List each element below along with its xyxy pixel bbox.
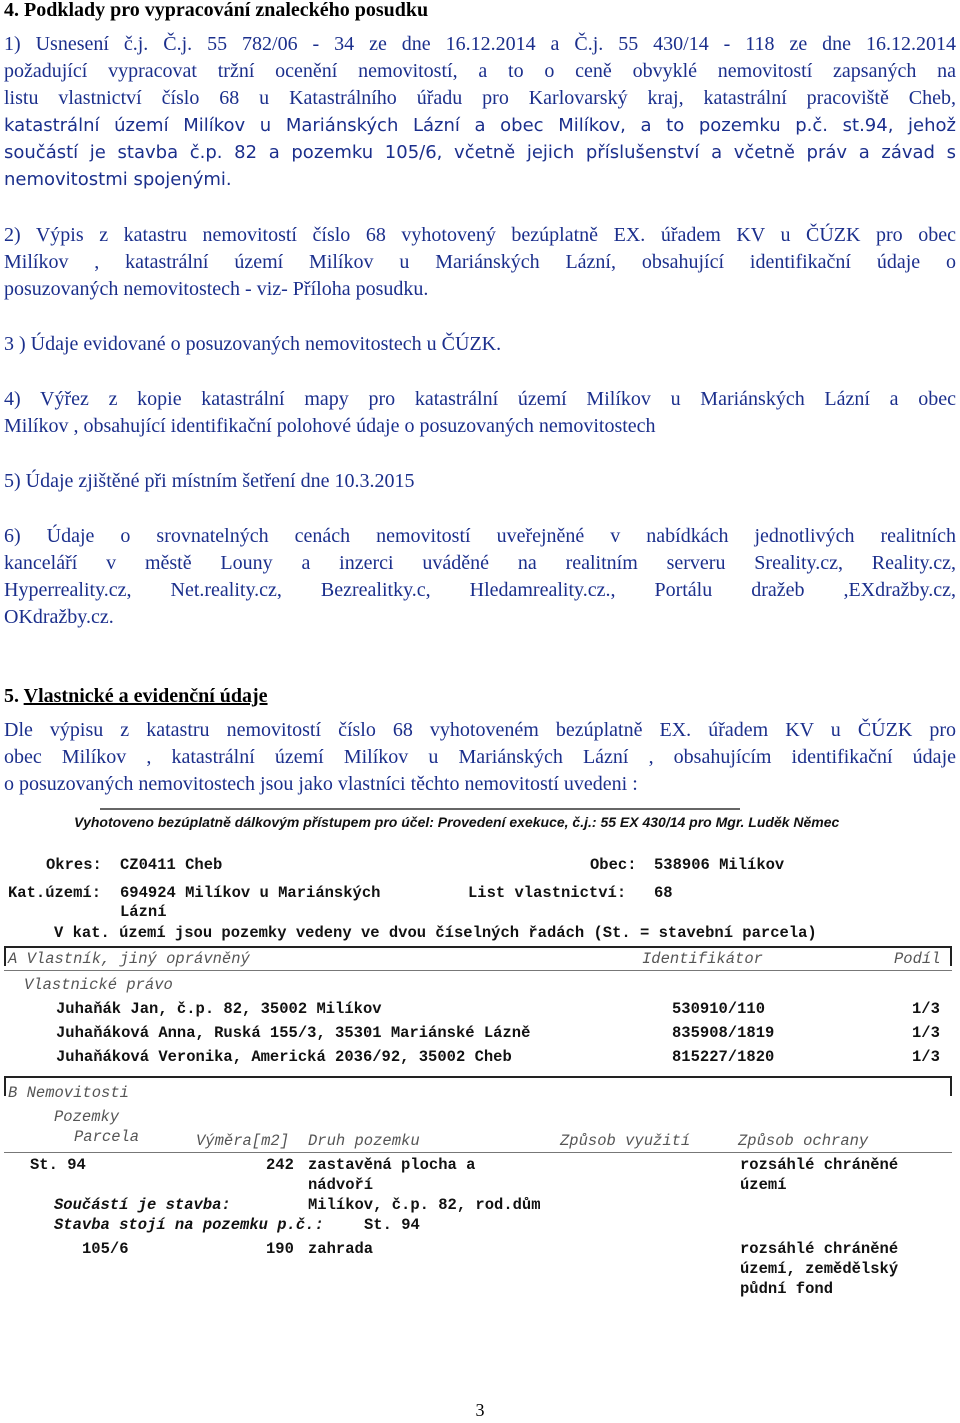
kat-value-line2: Lázní: [120, 903, 167, 921]
extract-top-rule: [100, 808, 740, 810]
section-b-subrule: [4, 1152, 952, 1153]
section-b-right-tick: [950, 1076, 952, 1096]
item6-line1: 6) Údaje o srovnatelných cenách nemovitostí uveřejněné v nabídkách jednotlivých realitních: [4, 525, 956, 547]
owner-row-2-share: 1/3: [912, 1024, 940, 1042]
owner-row-1-name: Juhaňák Jan, č.p. 82, 35002 Milíkov: [56, 1000, 382, 1018]
item4-line2: Milíkov , obsahující identifikační polohové údaje o posuzovaných nemovitostech: [4, 415, 656, 437]
section-a-left-tick: [4, 946, 6, 966]
col-podil: Podíl: [894, 950, 941, 968]
section-b-rule: [4, 1076, 952, 1078]
col-identifikator: Identifikátor: [642, 950, 763, 968]
parcel-1-protection-line2: území: [740, 1176, 787, 1194]
item1-line4: katastrální území Milíkov u Mariánských Lázní a obec Milíkov, a to pozemku p.č. st.94, jehož: [4, 115, 956, 136]
soucasti-label: Součástí je stavba:: [54, 1196, 231, 1214]
parcel-1-number: St. 94: [30, 1156, 86, 1174]
col-vymera: Výměra[m2]: [196, 1132, 290, 1150]
parcel-2-protection-line2: území, zemědělský: [740, 1260, 899, 1278]
section-5-heading: [4, 683, 956, 710]
parcel-2-type: zahrada: [308, 1240, 374, 1258]
cadastral-extract-image: [0, 800, 960, 1300]
section5-line3: o posuzovaných nemovitostech jsou jako vlastníci těchto nemovitostí uvedeni :: [4, 773, 638, 795]
section-b-left-tick: [4, 1076, 6, 1096]
stoji-value: St. 94: [364, 1216, 420, 1234]
parcel-2-protection-line3: půdní fond: [740, 1280, 834, 1298]
owner-row-2-name: Juhaňáková Anna, Ruská 155/3, 35301 Mariánské Lázně: [56, 1024, 531, 1042]
owner-row-3-id: 815227/1820: [672, 1048, 775, 1066]
section-a-subrule: [4, 970, 952, 971]
owner-row-1-id: 530910/110: [672, 1000, 766, 1018]
item3-line: 3 ) Údaje evidované o posuzovaných nemovitostech u ČÚZK.: [4, 333, 502, 355]
parcel-2-protection: rozsáhlé chráněné: [740, 1240, 899, 1258]
parcel-1-type: zastavěná plocha a: [308, 1156, 476, 1174]
item2-line1: 2) Výpis z katastru nemovitostí číslo 68 vyhotovený bezúplatně EX. úřadem KV u ČÚZK pro obec: [4, 224, 956, 246]
col-druh: Druh pozemku: [308, 1132, 420, 1150]
item1-line2: požadující vypracovat tržní ocenění nemovitostí, a to o ceně obvyklé nemovitostí zapsaných na: [4, 60, 956, 82]
extract-header-note: Vyhotoveno bezúplatně dálkovým přístupem pro účel: Provedení exekuce, č.j.: 55 EX 430/14 pro Mgr. Luděk Němec: [74, 814, 840, 830]
item1-line3: listu vlastnictví číslo 68 u Katastrálního úřadu pro Karlovarský kraj, katastrální pracoviště Cheb,: [4, 87, 956, 109]
owner-row-1-share: 1/3: [912, 1000, 940, 1018]
section-a-rule: [4, 946, 952, 948]
kat-value: 694924 Milíkov u Mariánských: [120, 884, 381, 902]
lv-value: 68: [654, 884, 673, 902]
page-number: 3: [475, 1400, 485, 1420]
okres-label: Okres:: [46, 856, 102, 874]
item6-line4: OKdražby.cz.: [4, 606, 114, 628]
section-b-title: B Nemovitosti: [8, 1084, 129, 1102]
vlastnicke-pravo-label: Vlastnické právo: [24, 976, 173, 994]
owner-row-3-name: Juhaňáková Veronika, Americká 2036/92, 35002 Cheb: [56, 1048, 512, 1066]
parcel-2-number: 105/6: [82, 1240, 129, 1258]
lv-label: List vlastnictví:: [468, 884, 627, 902]
item5-line: 5) Údaje zjištěné při místním šetření dne 10.3.2015: [4, 470, 415, 492]
obec-value: 538906 Milíkov: [654, 856, 785, 874]
section-a-title: A Vlastník, jiný oprávněný: [8, 950, 250, 968]
parcel-1-protection: rozsáhlé chráněné: [740, 1156, 899, 1174]
item2-line2: Milíkov , katastrální území Milíkov u Mariánských Lázní, obsahující identifikační údaje o: [4, 251, 956, 273]
parcel-1-type-line2: nádvoří: [308, 1176, 374, 1194]
section-5-title: Vlastnické a evidenční údaje: [23, 685, 268, 707]
pozemky-label: Pozemky: [54, 1108, 120, 1126]
parcela-label: Parcela: [74, 1128, 140, 1146]
parcel-2-area: 190: [266, 1240, 294, 1258]
item6-line3: Hyperreality.cz, Net.reality.cz, Bezrealitky.c, Hledamreality.cz., Portálu dražeb ,EXdražby.cz,: [4, 579, 956, 601]
section-a-right-tick: [950, 946, 952, 966]
item1-line1: 1) Usnesení č.j. Č.j. 55 782/06 - 34 ze dne 16.12.2014 a Č.j. 55 430/14 - 118 ze dne 16.12.2014: [4, 33, 956, 55]
item4-line1: 4) Výřez z kopie katastrální mapy pro katastrální území Milíkov u Mariánských Lázní a obec: [4, 388, 956, 410]
extract-note: V kat. území jsou pozemky vedeny ve dvou číselných řadách (St. = stavební parcela): [54, 924, 817, 942]
item1-line5: součástí je stavba č.p. 82 a pozemku 105/6, včetně jejich příslušenství a včetně práv a závad s: [4, 142, 956, 163]
section-5-number: 5.: [4, 685, 19, 707]
section5-line1: Dle výpisu z katastru nemovitostí číslo 68 vyhotoveném bezúplatně EX. úřadem KV u ČÚZK pro: [4, 719, 956, 741]
section5-line2: obec Milíkov , katastrální území Milíkov u Mariánských Lázní , obsahujícím identifikační údaje: [4, 746, 956, 768]
owner-row-3-share: 1/3: [912, 1048, 940, 1066]
col-ochrana: Způsob ochrany: [738, 1132, 869, 1150]
section-4-heading: 4. Podklady pro vypracování znaleckého posudku: [4, 0, 429, 21]
obec-label: Obec:: [590, 856, 637, 874]
okres-value: CZ0411 Cheb: [120, 856, 223, 874]
kat-label: Kat.území:: [8, 884, 102, 902]
owner-row-2-id: 835908/1819: [672, 1024, 775, 1042]
parcel-1-area: 242: [266, 1156, 294, 1174]
item1-line6: nemovitostmi spojenými.: [4, 169, 232, 190]
item6-line2: kanceláří v městě Louny a inzerci uváděné na realitním serveru Sreality.cz, Reality.cz,: [4, 552, 956, 574]
item2-line3: posuzovaných nemovitostech - viz- Příloha posudku.: [4, 278, 429, 300]
stoji-label: Stavba stojí na pozemku p.č.:: [54, 1216, 324, 1234]
col-vyuziti: Způsob využití: [560, 1132, 691, 1150]
soucasti-value: Milíkov, č.p. 82, rod.dům: [308, 1196, 541, 1214]
